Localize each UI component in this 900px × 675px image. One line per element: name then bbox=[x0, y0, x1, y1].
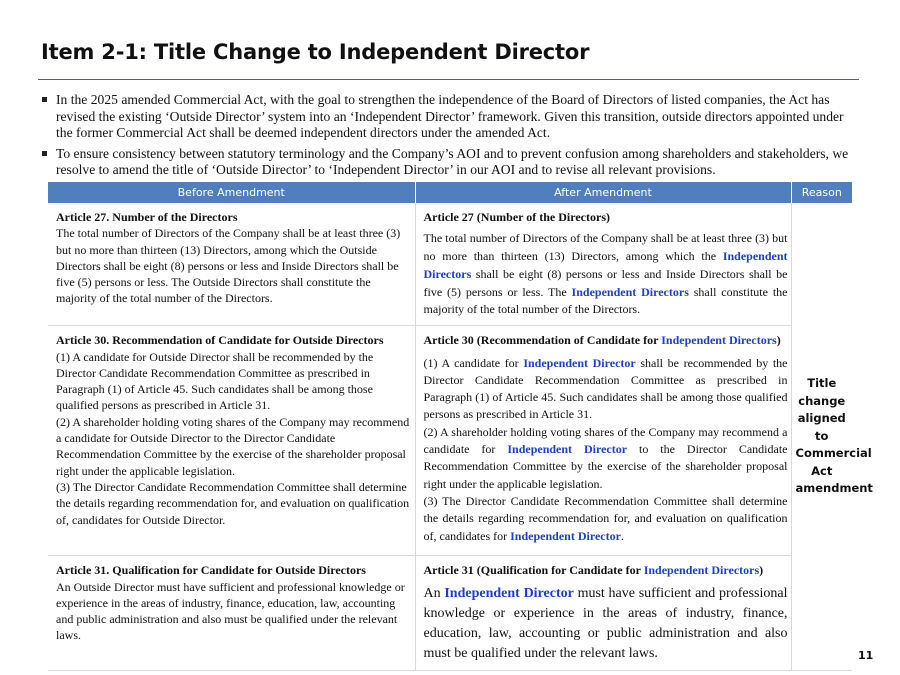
article-text: An Outside Director must have sufficient and professional knowledge or experience in the areas of industry, finance, education, law, accounting and public administration and also must be qualified under the relevant laws. bbox=[56, 579, 405, 643]
square-bullet-icon bbox=[42, 151, 47, 156]
page-title: Item 2-1: Title Change to Independent Director bbox=[41, 40, 590, 64]
before-cell bbox=[48, 326, 415, 556]
table-header-row bbox=[48, 182, 852, 203]
before-cell bbox=[48, 556, 415, 670]
bullet-item bbox=[41, 146, 861, 179]
article-heading: Article 30. Recommendation of Candidate for Outside Directors bbox=[56, 333, 384, 348]
before-cell bbox=[48, 203, 415, 326]
column-header-before: Before Amendment bbox=[48, 182, 415, 203]
highlighted-term: Independent Directors bbox=[423, 249, 788, 281]
article-text: An Independent Director must have sufficient and professional knowledge or experience in the areas of industry, finance, education, law, accounting or public administration and also must be qualified under the relevant laws. bbox=[423, 585, 788, 661]
after-cell bbox=[415, 326, 791, 556]
article-text: The total number of Directors of the Company shall be at least three (3) but no more than thirteen (13) Directors, among which the Independent Directors shall be eight (8) persons or less and Inside Directors shall be five (5) persons or less. The Independent Directors shall constitute the majority of the total number of the Directors. bbox=[423, 231, 788, 317]
after-cell bbox=[415, 556, 791, 670]
article-paragraph: (2) A shareholder holding voting shares of the Company may recommend a candidate for Independent Director to the Director Candidate Recommendation Committee by the exercise of the shareholder proposal right under the applicable legislation. bbox=[423, 424, 788, 491]
reason-cell: Title change aligned to Commercial Act amendment bbox=[791, 203, 852, 670]
column-header-reason: Reason bbox=[791, 182, 852, 203]
square-bullet-icon bbox=[42, 97, 47, 102]
article-heading: Article 31 (Qualification for Candidate for Independent Directors) bbox=[423, 563, 764, 578]
page-number: 11 bbox=[858, 649, 874, 662]
article-paragraph: (1) A candidate for Outside Director shall be recommended by the Director Candidate Recommendation Committee as prescribed in Paragraph (1) of Article 45. Such candidates shall be among those qualified persons as prescribed in Article 31. bbox=[56, 349, 374, 413]
bullet-text: In the 2025 amended Commercial Act, with the goal to strengthen the independence of the Board of Directors of listed companies, the Act has revised the existing ‘Outside Director’ system into an ‘Independent Director’ framework. Given this transition, outside directors appointed under the former Commercial Act shall be deemed independent directors under the amended Act. bbox=[56, 92, 844, 141]
article-heading: Article 27 (Number of the Directors) bbox=[423, 210, 610, 224]
title-divider bbox=[38, 79, 859, 80]
after-cell bbox=[415, 203, 791, 326]
highlighted-term: Independent Director bbox=[507, 442, 628, 457]
highlighted-term: Independent Directors bbox=[571, 284, 689, 299]
table-row bbox=[48, 556, 852, 670]
table-row bbox=[48, 203, 852, 326]
bullet-text: To ensure consistency between statutory terminology and the Company’s AOI and to prevent confusion among shareholders and stakeholders, we resolve to amend the title of ‘Outside Director’ to ‘Independent Director’ in our AOI and to revise all relevant provisions. bbox=[56, 145, 849, 178]
highlighted-term: Independent Directors bbox=[661, 333, 777, 348]
article-paragraph: (3) The Director Candidate Recommendation Committee shall determine the details regarding recommendation for, and evaluation on qualification of, candidates for Outside Director. bbox=[56, 479, 410, 527]
article-paragraph: (2) A shareholder holding voting shares of the Company may recommend a candidate for Outside Director to the Director Candidate Recommendation Committee by the exercise of the shareholder proposal right under the applicable legislation. bbox=[56, 414, 410, 478]
article-heading: Article 27. Number of the Directors bbox=[56, 210, 238, 224]
article-text: The total number of Directors of the Company shall be at least three (3) but no more than thirteen (13) Directors, among which the Outside Directors shall be eight (8) persons or less and Inside Directors shall be five (5) persons or less. The Outside Directors shall constitute the majority of the total number of the Directors. bbox=[56, 226, 401, 306]
highlighted-term: Independent Directors bbox=[643, 563, 760, 578]
article-heading: Article 31. Qualification for Candidate for Outside Directors bbox=[56, 563, 366, 578]
column-header-after: After Amendment bbox=[415, 182, 791, 203]
article-heading: Article 30 (Recommendation of Candidate for Independent Directors) bbox=[423, 333, 781, 348]
article-paragraph: (1) A candidate for Independent Director shall be recommended by the Director Candidate Recommendation Committee as prescribed in Paragraph (1) of Article 45. Such candidates shall be among those qualified persons as prescribed in Article 31. bbox=[423, 355, 788, 422]
bullet-item bbox=[41, 92, 861, 142]
table-row bbox=[48, 326, 852, 556]
highlighted-term: Independent Director bbox=[510, 528, 621, 543]
highlighted-term: Independent Director bbox=[444, 585, 574, 601]
intro-bullet-list bbox=[41, 92, 861, 183]
article-paragraph: (3) The Director Candidate Recommendation Committee shall determine the details regarding recommendation for, and evaluation on qualification of, candidates for Independent Director. bbox=[423, 493, 788, 543]
highlighted-term: Independent Director bbox=[523, 355, 636, 370]
